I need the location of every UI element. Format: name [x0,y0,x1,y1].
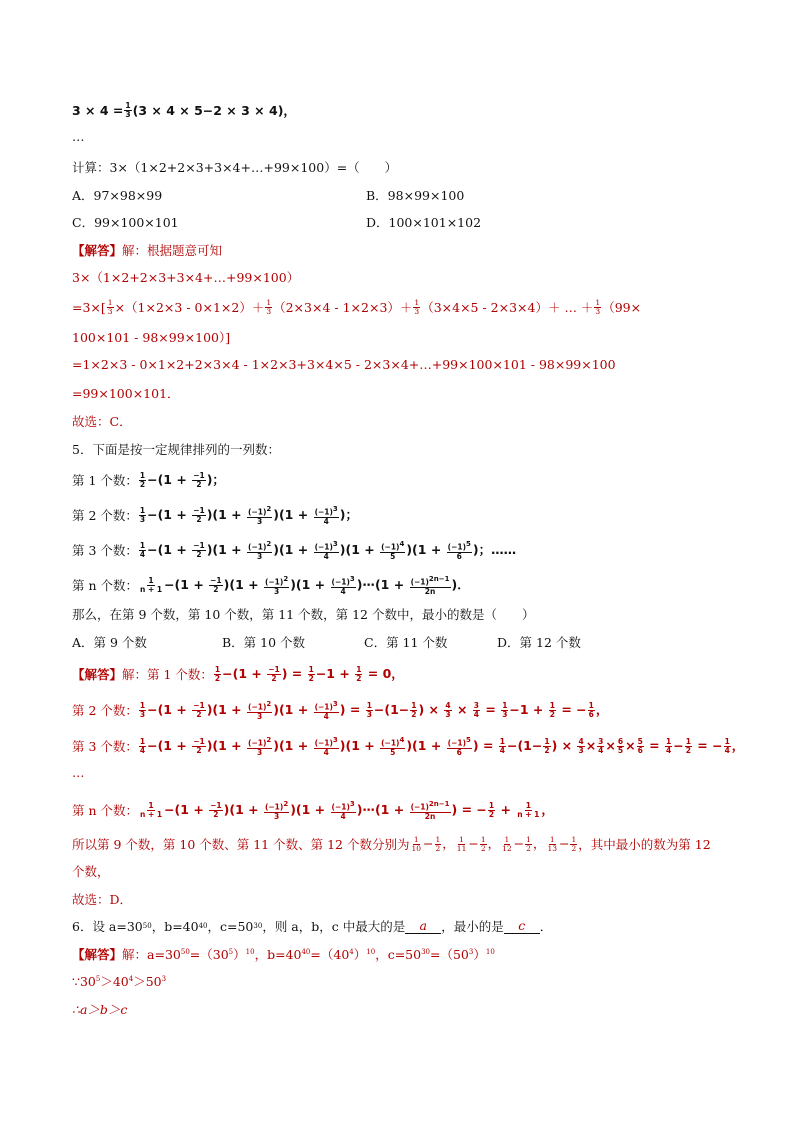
a4-line-2: =3×[ $\frac{1}{3}$ ×（1×2×3 - 0×1×2）＋ $\frac{1}{3}$ （2×3×4 - 1×2×3）＋ $\frac{1}{3}$ （3×4×5 - 2×3×4）＋ … ＋ $\frac{1}{3}$ （99× [72,297,642,316]
q5-term-2: 第 2 个数： $\frac{1}{3}$ −(1 + $\frac{-1}{2}$ )(1 + $\frac{(-1)^2}{3}$ )(1 + $\frac{(-1)^3}{4}$ )； [72,505,359,526]
q5-stem: 5．下面是按一定规律排列的一列数： [72,442,280,457]
q4-option-d: D．100×101×102 [366,215,482,230]
q4-option-b: B．98×99×100 [366,188,465,203]
a5-choose: 故选：D． [72,892,133,907]
q4-stem: 计算：3×（1×2+2×3+3×4+…+99×100）=（ ） [72,160,398,175]
ellipsis: … [72,129,85,144]
q5-term-1: 第 1 个数： $\frac{1}{2}$ −(1 + $\frac{-1}{2}$ )； [72,471,225,489]
q4-option-c: C．99×100×101 [72,215,179,230]
a6-line-1: 【解答】 解：$a=30^{50}=(30^5)^{10}$，$b=40^{40}=(40^4)^{10}$，$c=50^{30}=(50^3)^{10}$ [72,947,495,962]
blank-smallest[interactable]: c [504,918,540,934]
q6-stem: 6．设 a=30 50 ，b=40 40 ，c=50 30 ，则 a，b，c 中最大的是 a ，最小的是 c ． [72,918,553,934]
q5-option-a: A．第 9 个数 [72,635,147,650]
blank-largest[interactable]: a [405,918,441,934]
q5-term-3: 第 3 个数： $\frac{1}{4}$ −(1 + $\frac{-1}{2}$ )(1 + $\frac{(-1)^2}{3}$ )(1 + $\frac{(-1)^3}{4}$ )(1 + $\frac{(-1)^4}{5}$ )(1 + $\frac{(-1)^5}{6}$ )；…… [72,540,517,561]
q5-option-d: D．第 12 个数 [497,635,581,650]
a5-conclusion: 所以第 9 个数，第 10 个数、第 11 个数、第 12 个数分别为 $\frac{1}{10}$ − $\frac{1}{2}$ ， $\frac{1}{11}$ − $\frac{1}{2}$ ， $\frac{1}{12}$ − $\frac{1}{2}$ ， $\frac{1}{13}$ − $\frac{1}{2}$ ，其中最小的数为第 12 [72,835,711,853]
a5-line-2: 第 2 个数： $\frac{1}{3}$ −(1 + $\frac{-1}{2}$ )(1 + $\frac{(-1)^2}{3}$ )(1 + $\frac{(-1)^3}{4}$ ) = $\frac{1}{3}$ −(1− $\frac{1}{2}$ ) × $\frac{4}{3}$ × $\frac{3}{4}$ = $\frac{1}{3}$ −1 + $\frac{1}{2}$ = − $\frac{1}{6}$ ， [72,700,609,721]
a6-because: ∵3 $0^5>40^4>50^3$ [72,973,167,989]
a5-line-3: 第 3 个数： $\frac{1}{4}$ −(1 + $\frac{-1}{2}$ )(1 + $\frac{(-1)^2}{3}$ )(1 + $\frac{(-1)^3}{4}$ )(1 + $\frac{(-1)^4}{5}$ )(1 + $\frac{(-1)^5}{6}$ ) = $\frac{1}{4}$ −(1− $\frac{1}{2}$ ) × $\frac{4}{3}$ × $\frac{3}{4}$ × $\frac{6}{5}$ × $\frac{5}{6}$ = $\frac{1}{4}$ − $\frac{1}{2}$ = − $\frac{1}{4}$ ， [72,736,745,757]
q5-option-b: B．第 10 个数 [222,635,306,650]
a5-dots: … [72,765,85,780]
a4-line-5: =99×100×101． [72,386,180,401]
q5-ask: 那么，在第 9 个数，第 10 个数，第 11 个数，第 12 个数中，最小的数是（ ） [72,607,535,622]
answer-tag: 【解答】 [72,243,123,258]
a6-therefore: ∴a＞b＞c [72,1002,128,1017]
a4-intro-line [72,241,222,259]
q5-term-n: 第 n 个数： $\frac{1}{n + 1}$ −(1 + $\frac{-1}{2}$ )(1 + $\frac{(-1)^2}{3}$ )(1 + $\frac{(-1)^3}{4}$ )⋯(1 + $\frac{(-1)^{2n-1}}{2n}$ )． [72,575,470,596]
top-formula: 3 × 4 = $\frac{1}{3}$ (3 × 4 × 5−2 × 3 × 4)， [72,100,296,119]
q4-option-a: A．97×98×99 [72,188,163,203]
a4-line-4: =1×2×3 - 0×1×2+2×3×4 - 1×2×3+3×4×5 - 2×3×4+…+99×100×101 - 98×99×100 [72,357,616,372]
a4-line-1: 3×（1×2+2×3+3×4+…+99×100） [72,270,300,285]
a4-choose: 故选：C． [72,414,132,429]
a4-intro: 解：根据题意可知 [122,243,223,258]
q5-option-c: C．第 11 个数 [364,635,448,650]
a5-line-1: 【解答】 解：第 1 个数： $\frac{1}{2}$ −(1 + $\frac{-1}{2}$ ) = $\frac{1}{2}$ −1 + $\frac{1}{2}$ = 0， [72,665,404,683]
a4-line-3: 100×101 - 98×99×100）] [72,330,231,345]
a5-term-n: 第 n 个数： $\frac{1}{n + 1}$ −(1 + $\frac{-1}{2}$ )(1 + $\frac{(-1)^2}{3}$ )(1 + $\frac{(-1)^3}{4}$ )⋯(1 + $\frac{(-1)^{2n-1}}{2n}$ ) = − $\frac{1}{2}$ + $\frac{1}{n + 1}$ ， [72,800,554,821]
a5-conclusion-2: 个数， [72,864,110,879]
